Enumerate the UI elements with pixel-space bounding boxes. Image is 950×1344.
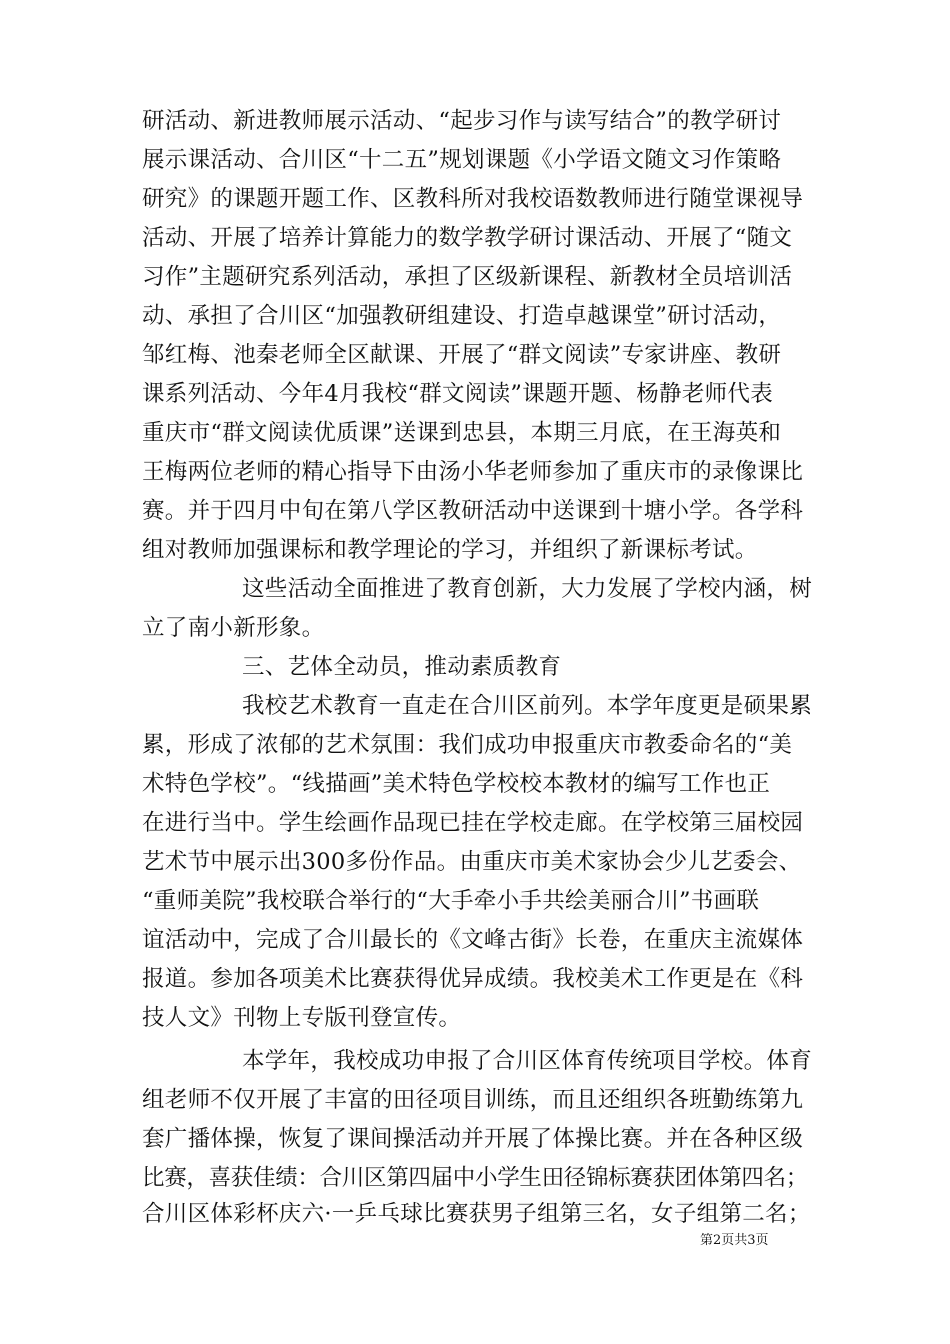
- text-line: 动、承担了合川区“加强教研组建设、打造卓越课堂”研讨活动，: [142, 303, 782, 329]
- text-line: 在进行当中。学生绘画作品现已挂在学校走廊。在学校第三届校园: [142, 810, 804, 836]
- text-line: 我校艺术教育一直走在合川区前列。本学年度更是硕果累: [242, 693, 813, 719]
- text-line: 研究》的课题开题工作、区教科所对我校语数教师进行随堂课视导: [142, 186, 804, 212]
- text-line: 技人文》刊物上专版刊登宣传。: [142, 1005, 462, 1031]
- text-line: 赛。并于四月中旬在第八学区教研活动中送课到十塘小学。各学科: [142, 498, 804, 524]
- text-line: 术特色学校”。“线描画”美术特色学校校本教材的编写工作也正: [142, 771, 771, 797]
- text-line: 这些活动全面推进了教育创新，大力发展了学校内涵，树: [242, 576, 813, 602]
- text-line: 报道。参加各项美术比赛获得优异成绩。我校美术工作更是在《科: [142, 966, 804, 992]
- text-line: 王梅两位老师的精心指导下由汤小华老师参加了重庆市的录像课比: [142, 459, 804, 485]
- text-line: 研活动、新进教师展示活动、“起步习作与读写结合”的教学研讨: [142, 108, 782, 134]
- text-line: 课系列活动、今年4月我校“群文阅读”课题开题、杨静老师代表: [142, 381, 774, 407]
- text-line: 合川区体彩杯庆六·一乒乓球比赛获男子组第三名，女子组第二名；: [142, 1201, 811, 1227]
- text-line: 谊活动中，完成了合川最长的《文峰古街》长卷，在重庆主流媒体: [142, 927, 804, 953]
- text-line: 本学年，我校成功申报了合川区体育传统项目学校。体育: [242, 1048, 813, 1074]
- text-line: 比赛，喜获佳绩：合川区第四届中小学生田径锦标赛获团体第四名；: [142, 1165, 809, 1191]
- text-line: 展示课活动、合川区“十二五”规划课题《小学语文随文习作策略: [142, 147, 782, 173]
- text-line: 组老师不仅开展了丰富的田径项目训练，而且还组织各班勤练第九: [142, 1087, 804, 1113]
- text-line: 习作”主题研究系列活动，承担了区级新课程、新教材全员培训活: [142, 264, 793, 290]
- text-line: 套广播体操，恢复了课间操活动并开展了体操比赛。并在各种区级: [142, 1126, 804, 1152]
- text-line: 累，形成了浓郁的艺术氛围：我们成功申报重庆市教委命名的“美: [142, 732, 793, 758]
- text-line: 重庆市“群文阅读优质课”送课到忠县，本期三月底，在王海英和: [142, 420, 782, 446]
- page-number-footer: 第2页共3页: [700, 1233, 769, 1248]
- section-heading: 三、艺体全动员，推动素质教育: [242, 654, 562, 680]
- text-line: 组对教师加强课标和教学理论的学习，并组织了新课标考试。: [142, 537, 758, 563]
- text-line: 立了南小新形象。: [142, 615, 325, 641]
- text-line: 艺术节中展示出300多份作品。由重庆市美术家协会少儿艺委会、: [142, 849, 802, 875]
- text-line: 活动、开展了培养计算能力的数学教学研讨课活动、开展了“随文: [142, 225, 793, 251]
- text-line: “重师美院”我校联合举行的“大手牵小手共绘美丽合川”书画联: [142, 888, 760, 914]
- text-line: 邹红梅、池秦老师全区献课、开展了“群文阅读”专家讲座、教研: [142, 342, 782, 368]
